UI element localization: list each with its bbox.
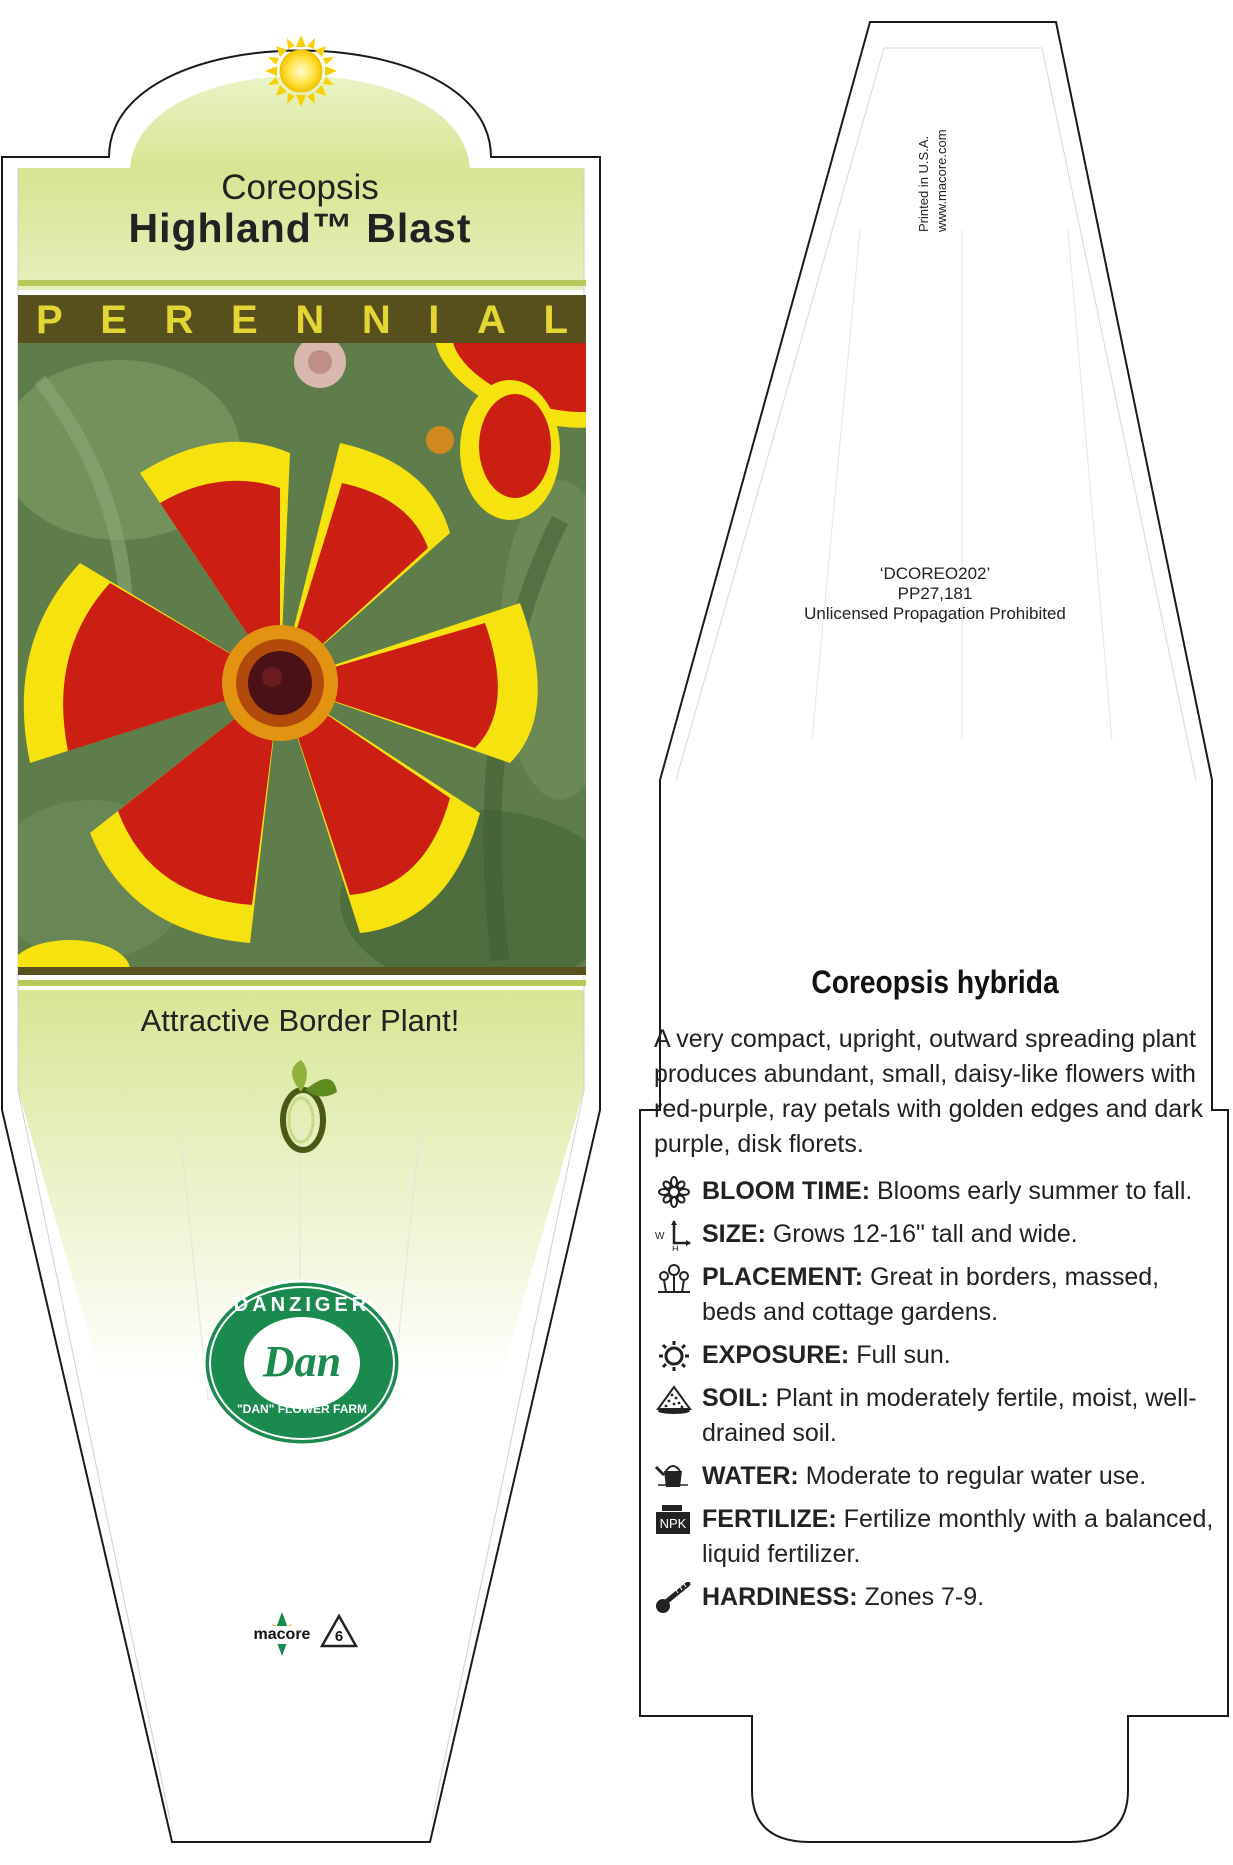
care-item-placement — [654, 1260, 1214, 1330]
care-item-bloom — [654, 1174, 1214, 1209]
care-item-size — [654, 1217, 1214, 1252]
thermometer-icon — [654, 1582, 694, 1614]
care-text: Zones 7-9. — [864, 1583, 985, 1611]
care-label: HARDINESS: — [702, 1583, 858, 1611]
patent-number: PP27,181 — [897, 584, 973, 603]
recycle-number: 6 — [334, 1628, 344, 1645]
maker-logo-text: macore — [246, 1626, 318, 1644]
care-section — [654, 1022, 1214, 1623]
care-item-hardiness — [654, 1580, 1214, 1615]
category-letter: P — [36, 297, 63, 342]
care-text: Plant in moderately fertile, moist, well-drained soil. — [702, 1384, 1197, 1447]
flower-photo — [0, 266, 664, 1000]
cultivar-info — [640, 564, 1230, 624]
scientific-name: Coreopsis hybrida — [811, 964, 1059, 1000]
sun-icon — [654, 1340, 694, 1372]
plant-variety: Highland™ Blast — [128, 205, 472, 251]
grower-logo-center: Dan — [262, 1337, 342, 1386]
size-icon-h: H — [672, 1244, 679, 1251]
size-icon — [654, 1219, 694, 1251]
size-icon-w: W — [655, 1231, 665, 1242]
care-text: Full sun. — [856, 1341, 951, 1369]
care-label: BLOOM TIME: — [702, 1177, 871, 1205]
cultivar-code: ‘DCOREO202’ — [879, 564, 991, 583]
care-label: WATER: — [702, 1462, 799, 1490]
flower-icon — [654, 1176, 694, 1208]
fertilizer-icon — [654, 1504, 694, 1536]
category-letter: N — [295, 297, 325, 342]
grower-logo-top: DANZIGER — [233, 1294, 371, 1316]
care-label: SIZE: — [702, 1220, 766, 1248]
category-letter: E — [231, 297, 258, 342]
printed-in: Printed in U.S.A. — [916, 135, 931, 232]
category-letter: L — [543, 297, 568, 342]
care-text: Blooms early summer to fall. — [876, 1177, 1193, 1205]
care-label: FERTILIZE: — [702, 1505, 837, 1533]
plant-description: A very compact, upright, outward spreading plant produces abundant, small, daisy-like flowers with red-purple, ray petals with golden edges and dark purple, disk florets. — [654, 1025, 1203, 1158]
care-text: Grows 12-16" tall and wide. — [772, 1220, 1078, 1248]
placement-icon — [654, 1262, 694, 1294]
care-label: EXPOSURE: — [702, 1341, 850, 1369]
care-label: SOIL: — [702, 1384, 769, 1412]
tagline: Attractive Border Plant! — [140, 1003, 460, 1038]
care-text: Moderate to regular water use. — [805, 1462, 1147, 1490]
care-text: Fertilize monthly with a balanced, liquid fertilizer. — [702, 1505, 1214, 1568]
category-letter: I — [428, 297, 440, 342]
watering-can-icon — [654, 1461, 694, 1493]
grower-logo-bottom: "DAN" FLOWER FARM — [236, 1402, 368, 1416]
category-letter: N — [361, 297, 391, 342]
plant-genus: Coreopsis — [221, 168, 379, 207]
category-band — [18, 295, 586, 345]
care-label: PLACEMENT: — [702, 1263, 864, 1291]
care-item-fertilize — [654, 1502, 1214, 1572]
care-item-exposure — [654, 1338, 1214, 1373]
category-letter: A — [477, 297, 506, 342]
propagation-notice: Unlicensed Propagation Prohibited — [804, 604, 1066, 623]
soil-icon — [654, 1383, 694, 1415]
care-text: Great in borders, massed, beds and cottage gardens. — [702, 1263, 1160, 1326]
fertilizer-icon-text: NPK — [659, 1516, 687, 1531]
care-item-soil — [654, 1381, 1214, 1451]
care-item-water — [654, 1459, 1214, 1494]
category-letter: E — [100, 297, 127, 342]
website: www.macore.com — [934, 129, 949, 232]
category-letter: R — [164, 297, 194, 342]
